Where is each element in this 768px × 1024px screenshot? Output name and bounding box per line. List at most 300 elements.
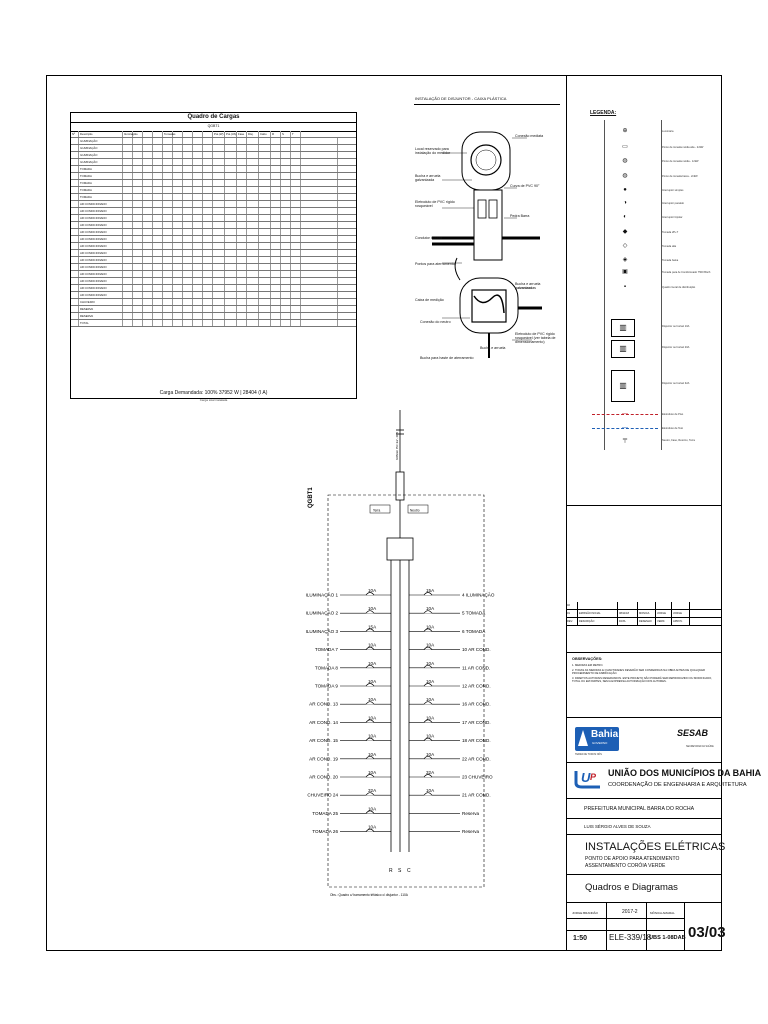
load-table-cell xyxy=(271,292,281,298)
load-table-cell xyxy=(143,145,153,151)
load-table-footer-note: Carga total instalada xyxy=(199,398,228,402)
load-table-cell xyxy=(193,194,203,200)
load-table-cell xyxy=(271,152,281,158)
observation-item: 1. MEDIDAS EM METRO. xyxy=(572,664,604,667)
load-table-cell xyxy=(225,187,237,193)
load-table-cell xyxy=(71,138,79,144)
load-table-cell xyxy=(247,194,259,200)
load-table-cell xyxy=(71,222,79,228)
load-table-cell xyxy=(173,138,183,144)
load-table-cell xyxy=(163,264,173,270)
load-table-cell xyxy=(281,229,291,235)
load-table-cell xyxy=(213,229,225,235)
circuit-name-left: ILUMINAÇÃO 2 xyxy=(305,610,338,616)
phase-label-t: C xyxy=(407,868,411,874)
load-table-cell xyxy=(237,194,247,200)
load-table-cell xyxy=(213,180,225,186)
load-table-cell xyxy=(143,243,153,249)
load-table-cell xyxy=(71,271,79,277)
load-table-cell xyxy=(281,236,291,242)
load-table-cell xyxy=(259,320,271,326)
load-table-cell xyxy=(71,173,79,179)
load-table-cell xyxy=(259,292,271,298)
load-table-row-label: ILUMINAÇÃO xyxy=(79,152,123,158)
load-table-header-cell xyxy=(183,131,193,137)
load-table-row xyxy=(71,152,356,159)
load-table-row xyxy=(71,299,356,306)
load-table-cell xyxy=(163,201,173,207)
load-table-cell xyxy=(237,243,247,249)
legend-item-label: Neutro, Fase, Retorno, Terra xyxy=(662,439,695,442)
observations xyxy=(572,657,718,685)
load-table-cell xyxy=(213,250,225,256)
load-table-cell xyxy=(225,138,237,144)
load-table-cell xyxy=(123,215,133,221)
load-table-cell xyxy=(247,145,259,151)
load-table-cell xyxy=(301,299,338,305)
circuit-amp-right: 10A xyxy=(426,660,435,666)
load-table-cell xyxy=(213,243,225,249)
legend-item-label: Disjuntor ou fusível 20A xyxy=(662,346,690,349)
load-table-cell xyxy=(291,243,301,249)
legend-item-label: Disjuntor ou fusível 10A xyxy=(662,325,690,328)
load-table-cell xyxy=(143,187,153,193)
project-line-2: ASSENTAMENTO CORÓIA VERDE xyxy=(585,863,666,869)
load-table-header-cell: Pot.(W) xyxy=(214,132,224,136)
bi-label-11: Eletroduto de PVC rígido rosqueável (ver tabela de dimensionamento) xyxy=(515,332,556,344)
load-table-cell xyxy=(133,257,143,263)
load-table-cell xyxy=(259,257,271,263)
load-table-cell xyxy=(301,152,338,158)
load-table-cell xyxy=(301,187,338,193)
load-table-cell xyxy=(271,257,281,263)
load-table-cell xyxy=(133,306,143,312)
load-table-cell xyxy=(143,292,153,298)
load-table-cell xyxy=(259,201,271,207)
legend-symbol-icon: ◇ xyxy=(622,243,628,249)
legend-item-label: Interruptor paralelo xyxy=(662,202,684,205)
circuit-amp-right: 15A xyxy=(426,588,435,593)
legend-symbol-icon: ◈ xyxy=(622,257,628,263)
load-table-header-cell: Pot.(VA) xyxy=(226,132,237,136)
load-table-cell xyxy=(271,264,281,270)
load-table-cell xyxy=(123,299,133,305)
revision-cell: DESENHO xyxy=(638,618,656,625)
load-table-cell xyxy=(173,313,183,319)
load-table-cell xyxy=(301,285,338,291)
revision-cell: JORGE xyxy=(672,610,690,617)
load-table-cell xyxy=(143,285,153,291)
load-table-cell xyxy=(271,180,281,186)
load-table-cell xyxy=(71,313,79,319)
load-table-row xyxy=(71,250,356,257)
load-table-cell xyxy=(247,271,259,277)
load-table-row xyxy=(71,264,356,271)
load-table-header-cell xyxy=(143,131,153,137)
legend-symbol-icon: ◆ xyxy=(622,229,628,235)
load-table-row xyxy=(71,194,356,201)
circuit-name-right: 12 AR COND. xyxy=(462,683,491,689)
load-table-row-label: AR CONDICIONADO xyxy=(79,222,123,228)
load-table-cell xyxy=(203,243,213,249)
load-table-cell xyxy=(183,320,193,326)
load-table-cell xyxy=(237,278,247,284)
load-table-cell xyxy=(247,187,259,193)
load-table-cell xyxy=(173,299,183,305)
revision-cell xyxy=(672,602,690,609)
sheet-number: 03/03 xyxy=(688,924,726,941)
load-table-cell xyxy=(133,166,143,172)
load-table-cell xyxy=(291,299,301,305)
load-table-cell xyxy=(173,145,183,151)
load-table-cell xyxy=(193,145,203,151)
load-table-cell xyxy=(163,271,173,277)
divider-logos xyxy=(566,762,722,763)
load-table-cell xyxy=(193,138,203,144)
load-table-cell xyxy=(163,250,173,256)
load-table-cell xyxy=(291,264,301,270)
load-table-cell xyxy=(123,264,133,270)
circuit-amp-right: 10A xyxy=(426,733,435,739)
load-table-cell xyxy=(143,152,153,158)
load-table-cell xyxy=(225,180,237,186)
load-table-row-label: TOMADA xyxy=(79,180,123,186)
load-table-cell xyxy=(271,159,281,165)
load-table-cell xyxy=(247,278,259,284)
load-table-cell xyxy=(163,285,173,291)
load-table-cell xyxy=(259,166,271,172)
load-table-cell xyxy=(71,278,79,284)
load-table-cell xyxy=(291,278,301,284)
load-table-cell xyxy=(183,208,193,214)
load-table-cell xyxy=(123,187,133,193)
load-table-cell xyxy=(133,222,143,228)
load-table-cell xyxy=(133,173,143,179)
load-table-cell xyxy=(271,173,281,179)
circuit-amp-right: 10A xyxy=(426,606,435,612)
revision-cell xyxy=(618,602,638,609)
load-table-cell xyxy=(123,201,133,207)
circuit-amp-left: 10A xyxy=(368,770,377,775)
bi-label-4: Curva de PVC 90° xyxy=(510,184,540,188)
load-table-cell xyxy=(301,173,338,179)
load-table-cell xyxy=(281,257,291,263)
load-table-cell xyxy=(153,271,163,277)
responsible: MÔNICA AMARAL xyxy=(650,911,675,915)
load-table-cell xyxy=(291,159,301,165)
load-table-cell xyxy=(225,313,237,319)
load-table-cell xyxy=(259,152,271,158)
load-table-cell xyxy=(237,173,247,179)
load-table-cell xyxy=(213,208,225,214)
load-table-cell xyxy=(203,201,213,207)
legend-item-label: Interruptor bipolar xyxy=(662,216,683,219)
load-table-cell xyxy=(203,180,213,186)
load-table-cell xyxy=(237,152,247,158)
load-table-cell xyxy=(225,222,237,228)
load-table-cell xyxy=(281,313,291,319)
load-table-cell xyxy=(259,180,271,186)
load-table-cell xyxy=(225,257,237,263)
ground-label: Terra xyxy=(373,508,381,513)
load-table-cell xyxy=(225,285,237,291)
load-table-cell xyxy=(203,292,213,298)
load-table-cell xyxy=(271,320,281,326)
load-table-cell xyxy=(153,264,163,270)
legend-symbol-icon: — xyxy=(622,411,628,417)
load-table-cell xyxy=(173,285,183,291)
load-table-cell xyxy=(291,320,301,326)
load-table-row xyxy=(71,166,356,173)
revision-cell xyxy=(656,602,672,609)
load-table-cell xyxy=(225,152,237,158)
load-table-cell xyxy=(143,208,153,214)
load-table-row xyxy=(71,243,356,250)
load-table-cell xyxy=(193,215,203,221)
load-table-cell xyxy=(237,250,247,256)
svg-text:P: P xyxy=(590,772,597,782)
bi-label-13: Bucha para haste de aterramento xyxy=(420,356,474,360)
upb-logo xyxy=(574,767,602,789)
load-table-row-label: AR CONDICIONADO xyxy=(79,257,123,263)
load-table-cell xyxy=(203,250,213,256)
legend-symbol-icon: ▥ xyxy=(611,340,635,358)
load-table-header-cell: Iluminação xyxy=(124,132,138,136)
load-table-cell xyxy=(281,187,291,193)
load-table-cell xyxy=(271,306,281,312)
load-table-cell xyxy=(193,173,203,179)
load-table-cell xyxy=(133,187,143,193)
load-table-cell xyxy=(153,285,163,291)
load-table-cell xyxy=(237,187,247,193)
revision-cell: REV. xyxy=(566,618,578,625)
bi-label-8: Caixa de medição xyxy=(415,298,444,302)
load-table-cell xyxy=(163,173,173,179)
load-table-row-label: TOMADA xyxy=(79,173,123,179)
load-table-cell xyxy=(133,180,143,186)
load-table-cell xyxy=(123,173,133,179)
load-table-cell xyxy=(237,201,247,207)
load-table-cell xyxy=(271,145,281,151)
load-table-cell xyxy=(213,138,225,144)
load-table-cell xyxy=(153,236,163,242)
load-table-row-label: TOMADA xyxy=(79,194,123,200)
load-table-cell xyxy=(271,215,281,221)
legend-item-label: Ponto de tomada baixa - 2x9W xyxy=(662,175,698,178)
legend-symbol-icon: ◐ xyxy=(623,214,627,220)
load-table-cell xyxy=(123,278,133,284)
load-table-cell xyxy=(203,285,213,291)
load-table-row-label: AR CONDICIONADO xyxy=(79,271,123,277)
load-table-cell xyxy=(163,236,173,242)
load-table-cell xyxy=(153,257,163,263)
single-line-diagram xyxy=(300,400,510,900)
load-table-row xyxy=(71,278,356,285)
load-table-cell xyxy=(301,278,338,284)
load-table-cell xyxy=(133,159,143,165)
load-table-cell xyxy=(163,152,173,158)
circuit-name-left: AR COND. 19 xyxy=(309,756,338,762)
load-table-cell xyxy=(259,222,271,228)
observation-item: 2. TODAS AS MEDIDAS E QUANTIDADES DEVERÃO SER CONFERIDAS NA OBRA ANTES DE QUALQUER PROCEDIMENTO DE FABRICAÇÃO. xyxy=(572,668,705,676)
load-table-cell xyxy=(203,152,213,158)
load-table-cell xyxy=(123,320,133,326)
load-table-cell xyxy=(213,264,225,270)
load-table-cell xyxy=(193,166,203,172)
load-table-cell xyxy=(163,278,173,284)
circuit-name-right: 17 AR COND. xyxy=(462,719,491,725)
bi-label-0: Conexão mediata xyxy=(515,134,544,138)
load-table-cell xyxy=(193,292,203,298)
load-table-cell xyxy=(173,264,183,270)
load-table-cell xyxy=(183,313,193,319)
bi-label-6: Condutor isolado xyxy=(415,236,443,240)
load-table-cell xyxy=(291,145,301,151)
circuit-amp-left: 10A xyxy=(368,715,377,721)
load-table-row-label: ILUMINAÇÃO xyxy=(79,145,123,151)
load-table-row xyxy=(71,320,356,327)
load-table-cell xyxy=(153,299,163,305)
load-table-cell xyxy=(193,320,203,326)
load-table-cell xyxy=(271,243,281,249)
load-table-cell xyxy=(213,278,225,284)
load-table-cell xyxy=(173,180,183,186)
load-table-cell xyxy=(291,187,301,193)
circuit-amp-left: 10A xyxy=(368,642,377,648)
circuit-amp-left: 32A xyxy=(368,788,377,794)
load-table-cell xyxy=(133,208,143,214)
load-table-header-cell: R xyxy=(271,131,281,137)
load-table-cell xyxy=(237,229,247,235)
bi-label-9: Conexão do neutro xyxy=(420,320,451,324)
load-table-cell xyxy=(237,159,247,165)
circuit-amp-left: 10A xyxy=(368,824,377,830)
load-table-cell xyxy=(163,320,173,326)
load-table-cell xyxy=(301,208,338,214)
revision-cell: APROV. xyxy=(672,618,690,625)
load-table-cell xyxy=(143,159,153,165)
load-table-cell xyxy=(143,271,153,277)
bi-label-2: Bucha e arruela galvanizada xyxy=(415,174,441,182)
load-table-cell xyxy=(203,313,213,319)
load-table-cell xyxy=(173,159,183,165)
load-table-cell xyxy=(247,250,259,256)
load-table-cell xyxy=(183,159,193,165)
circuit-amp-right: 10A xyxy=(426,788,435,794)
load-table-cell xyxy=(183,271,193,277)
load-table-cell xyxy=(123,306,133,312)
legend-item-label: Tomada alta xyxy=(662,245,677,248)
load-table-cell xyxy=(183,257,193,263)
load-table-cell xyxy=(153,138,163,144)
load-table-cell xyxy=(291,138,301,144)
load-table-cell xyxy=(163,187,173,193)
load-table-cell xyxy=(291,208,301,214)
load-table-cell xyxy=(153,313,163,319)
load-table-cell xyxy=(203,278,213,284)
legend-symbol-icon: ▭ xyxy=(622,144,628,150)
load-table-cell xyxy=(133,313,143,319)
load-table-row xyxy=(71,173,356,180)
load-table-cell xyxy=(271,236,281,242)
load-table-cell xyxy=(133,138,143,144)
load-table-header-cell xyxy=(203,131,213,137)
load-table-cell xyxy=(143,257,153,263)
load-table-header-cell xyxy=(153,131,163,137)
load-table-cell xyxy=(123,222,133,228)
circuit-name-left: AR COND. 14 xyxy=(309,719,338,725)
load-table-row xyxy=(71,201,356,208)
legend-title: LEGENDA: xyxy=(590,110,617,116)
bi-label-7: Pontos para aterramento xyxy=(415,262,455,266)
load-table-cell xyxy=(237,306,247,312)
load-table-cell xyxy=(225,250,237,256)
load-table-cell xyxy=(301,257,338,263)
load-table-row xyxy=(71,187,356,194)
load-table-cell xyxy=(213,215,225,221)
load-table-cell xyxy=(163,257,173,263)
legend-symbol-icon: ╤ xyxy=(622,437,628,443)
legend-symbol-icon: ◑ xyxy=(623,200,627,206)
load-table-footer: Carga Demandada: 100% 37952 W | 28404 (I A) xyxy=(159,390,268,396)
load-table-cell xyxy=(281,201,291,207)
load-table-cell xyxy=(153,222,163,228)
load-table-cell xyxy=(163,292,173,298)
load-table-cell xyxy=(237,208,247,214)
load-table-cell xyxy=(163,138,173,144)
load-table-cell xyxy=(225,201,237,207)
divider-legend xyxy=(566,505,722,506)
load-table-cell xyxy=(193,285,203,291)
load-table-row-label: AR CONDICIONADO xyxy=(79,201,123,207)
load-table-cell xyxy=(281,173,291,179)
load-table-cell xyxy=(183,152,193,158)
load-table-cell xyxy=(281,285,291,291)
scale: 1:50 xyxy=(573,935,588,942)
load-table-header-cell: Descrição xyxy=(79,131,123,137)
load-table-cell xyxy=(203,306,213,312)
load-table-cell xyxy=(259,250,271,256)
load-table-cell xyxy=(291,194,301,200)
load-table-cell xyxy=(281,145,291,151)
load-table-cell xyxy=(259,208,271,214)
load-table-cell xyxy=(133,215,143,221)
load-table-cell xyxy=(163,229,173,235)
load-table-cell xyxy=(163,306,173,312)
load-table-cell xyxy=(123,138,133,144)
load-table-row xyxy=(71,138,356,145)
load-table-cell xyxy=(247,320,259,326)
load-table-row-label: ILUMINAÇÃO xyxy=(79,138,123,144)
load-table-cell xyxy=(133,299,143,305)
load-table-cell xyxy=(247,173,259,179)
load-table-row-label: AR CONDICIONADO xyxy=(79,243,123,249)
load-table-header-cell xyxy=(133,131,143,137)
load-table-cell xyxy=(247,299,259,305)
load-table-cell xyxy=(281,159,291,165)
load-table-cell xyxy=(153,173,163,179)
load-table-cell xyxy=(301,215,338,221)
load-table-cell xyxy=(213,292,225,298)
legend-item-label: Tomada para Ar-Condicionado 7500 Btu/h xyxy=(662,271,711,274)
load-table-cell xyxy=(183,299,193,305)
load-table-cell xyxy=(143,299,153,305)
load-table-cell xyxy=(213,173,225,179)
load-table-cell xyxy=(225,159,237,165)
revision-cell: VERIF. xyxy=(656,618,672,625)
load-table-cell xyxy=(123,257,133,263)
load-table-cell xyxy=(123,166,133,172)
